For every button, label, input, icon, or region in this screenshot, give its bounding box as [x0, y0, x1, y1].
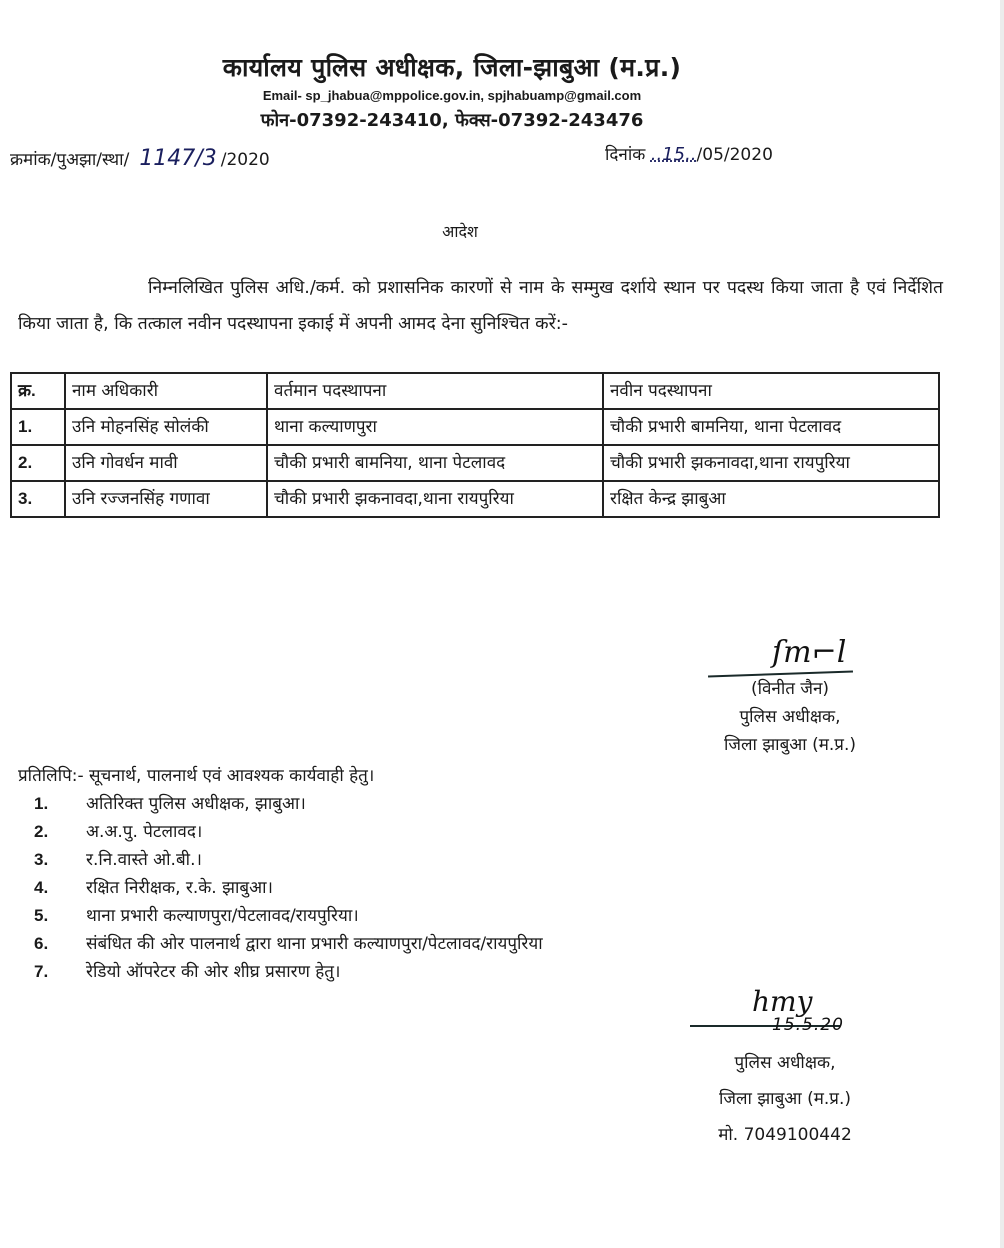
item-number: 5. [34, 906, 49, 925]
page-edge [1000, 0, 1004, 1248]
signature-scrawl-icon: ℎmy [752, 985, 813, 1018]
list-item [34, 874, 543, 902]
date-suffix: /05/2020 [696, 145, 773, 165]
item-number: 2. [34, 822, 49, 841]
signature-scrawl-icon: ſm⌐l [772, 635, 847, 670]
signatory-mobile: मो. 7049100442 [718, 1125, 852, 1145]
cell-sn: 2. [11, 445, 65, 481]
list-item [34, 846, 543, 874]
cell-new: चौकी प्रभारी झकनावदा,थाना रायपुरिया [603, 445, 939, 481]
signatory-name: (विनीत जैन) [750, 679, 830, 699]
list-item [34, 958, 543, 986]
posting-table [10, 372, 940, 518]
copy-heading: प्रतिलिपि:- सूचनार्थ, पालनार्थ एवं आवश्यक कार्यवाही हेतु। [18, 766, 375, 786]
item-number: 3. [34, 850, 49, 869]
item-text: थाना प्रभारी कल्याणपुरा/पेटलावद/रायपुरिया। [86, 906, 359, 926]
cell-name: उनि गोवर्धन मावी [65, 445, 267, 481]
signatory-designation: पुलिस अधीक्षक, [739, 707, 841, 727]
cell-name: उनि मोहनसिंह सोलंकी [65, 409, 267, 445]
table-row [11, 409, 939, 445]
email-line: Email- sp_jhabua@mppolice.gov.in, spjhabuamp@gmail.com [262, 88, 642, 103]
signature-block-1 [700, 635, 880, 759]
phone-line: फोन-07392-243410, फेक्स-07392-243476 [260, 110, 644, 131]
signature-mark [690, 985, 880, 1041]
handwritten-signature-date: 15.5.20 [772, 1015, 844, 1035]
item-number: 4. [34, 878, 49, 897]
cell-sn: 3. [11, 481, 65, 517]
signatory-district: जिला झाबुआ (म.प्र.) [723, 735, 856, 755]
order-body: निम्नलिखित पुलिस अधि./कर्म. को प्रशासनिक कारणों से नाम के सम्मुख दर्शाये स्थान पर पदस्थ किया जाता है एवं निर्देशित किया जाता है, कि तत्काल नवीन पदस्थापना इकाई में अपनी आमद देना सुनिश्चित करें:- [18, 278, 943, 334]
cell-new: रक्षित केन्द्र झाबुआ [603, 481, 939, 517]
item-number: 7. [34, 962, 49, 981]
header-name: नाम अधिकारी [65, 373, 267, 409]
list-item [34, 902, 543, 930]
reference-suffix: /2020 [220, 150, 270, 170]
signatory-designation: पुलिस अधीक्षक, [734, 1053, 836, 1073]
order-date [605, 142, 773, 165]
date-label: दिनांक [605, 145, 646, 165]
header-new: नवीन पदस्थापना [603, 373, 939, 409]
cell-new: चौकी प्रभारी बामनिया, थाना पेटलावद [603, 409, 939, 445]
table-row [11, 481, 939, 517]
cell-current: चौकी प्रभारी बामनिया, थाना पेटलावद [267, 445, 603, 481]
office-title: कार्यालय पुलिस अधीक्षक, जिला-झाबुआ (म.प्र.) [222, 53, 682, 82]
item-text: संबंधित की ओर पालनार्थ द्वारा थाना प्रभारी कल्याणपुरा/पेटलावद/रायपुरिया [86, 934, 543, 954]
header-current: वर्तमान पदस्थापना [267, 373, 603, 409]
list-item [34, 790, 543, 818]
signature-block-2 [690, 985, 880, 1149]
list-item [34, 818, 543, 846]
order-heading: आदेश [442, 222, 478, 241]
cell-current: थाना कल्याणपुरा [267, 409, 603, 445]
item-number: 1. [34, 794, 49, 813]
handwritten-reference: 1147/3 [139, 146, 217, 171]
item-text: अ.अ.पु. पेटलावद। [86, 822, 203, 842]
reference-number [10, 146, 270, 171]
list-item [34, 930, 543, 958]
handwritten-day: ..15.. [650, 144, 697, 165]
table-row [11, 445, 939, 481]
cell-sn: 1. [11, 409, 65, 445]
copy-list [34, 790, 543, 986]
item-text: रक्षित निरीक्षक, र.के. झाबुआ। [86, 878, 273, 898]
header-sn: क्र. [11, 373, 65, 409]
cell-name: उनि रज्जनसिंह गणावा [65, 481, 267, 517]
item-text: अतिरिक्त पुलिस अधीक्षक, झाबुआ। [86, 794, 306, 814]
item-text: र.नि.वास्ते ओ.बी.। [86, 850, 202, 870]
signature-mark [700, 635, 880, 675]
item-text: रेडियो ऑपरेटर की ओर शीघ्र प्रसारण हेतु। [86, 962, 341, 982]
reference-prefix: क्रमांक/पुअझा/स्था/ [10, 150, 130, 170]
item-number: 6. [34, 934, 49, 953]
table-header-row [11, 373, 939, 409]
cell-current: चौकी प्रभारी झकनावदा,थाना रायपुरिया [267, 481, 603, 517]
signatory-district: जिला झाबुआ (म.प्र.) [718, 1089, 851, 1109]
